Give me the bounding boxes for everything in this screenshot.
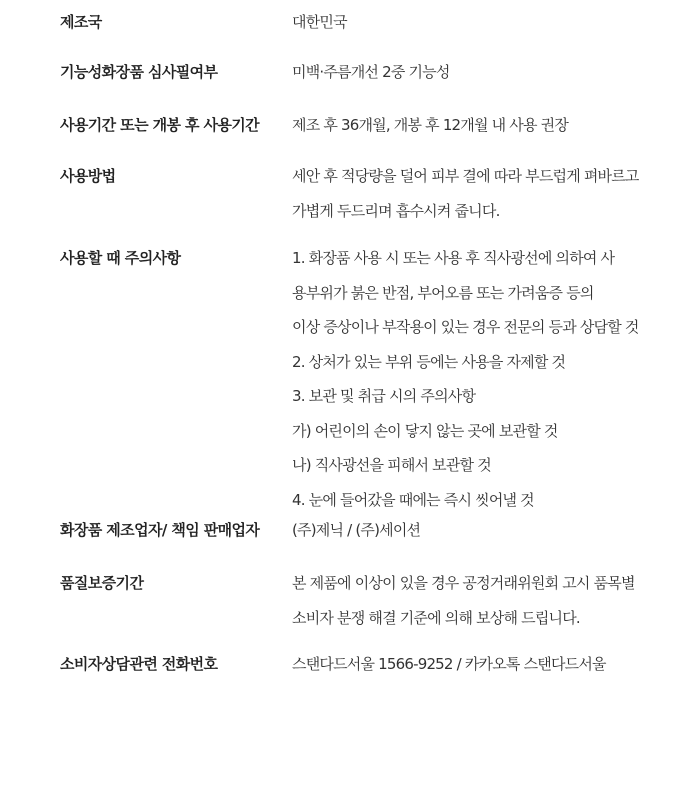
spec-value-line: (주)제닉 / (주)세이션 [292, 521, 421, 539]
spec-label: 제조국 [60, 13, 102, 31]
spec-label: 사용기간 또는 개봉 후 사용기간 [60, 116, 260, 134]
spec-value [292, 12, 692, 32]
spec-value-line: 대한민국 [292, 13, 347, 31]
spec-value [292, 654, 692, 674]
spec-value-line: 세안 후 적당량을 덜어 피부 결에 따라 부드럽게 펴바르고 [292, 167, 639, 185]
spec-value [292, 115, 692, 135]
spec-value-line: 용부위가 붉은 반점, 부어오름 또는 가려움증 등의 [292, 283, 594, 302]
spec-label: 화장품 제조업자/ 책임 판매업자 [60, 521, 260, 539]
spec-value-line: 3. 보관 및 취급 시의 주의사항 [292, 387, 476, 405]
spec-label: 기능성화장품 심사필여부 [60, 63, 218, 81]
spec-label: 소비자상담관련 전화번호 [60, 655, 218, 673]
spec-value-line: 가) 어린이의 손이 닿지 않는 곳에 보관할 것 [292, 421, 558, 440]
spec-value-line: 소비자 분쟁 해결 기준에 의해 보상해 드립니다. [292, 608, 580, 627]
spec-value [292, 159, 692, 228]
spec-value-line: 2. 상처가 있는 부위 등에는 사용을 자제할 것 [292, 352, 566, 371]
spec-value-line: 스탠다드서울 1566-9252 / 카카오톡 스탠다드서울 [292, 655, 606, 673]
spec-value [292, 62, 692, 82]
spec-label: 사용할 때 주의사항 [60, 249, 181, 267]
spec-value-line: 4. 눈에 들어갔을 때에는 즉시 씻어낼 것 [292, 490, 534, 509]
spec-value-line: 이상 증상이나 부작용이 있는 경우 전문의 등과 상담할 것 [292, 318, 639, 336]
spec-value-line: 가볍게 두드리며 흡수시켜 줍니다. [292, 201, 500, 220]
spec-value [292, 566, 692, 635]
spec-value-line: 1. 화장품 사용 시 또는 사용 후 직사광선에 의하여 사 [292, 249, 615, 267]
spec-value-line: 나) 직사광선을 피해서 보관할 것 [292, 456, 491, 474]
spec-value-line: 제조 후 36개월, 개봉 후 12개월 내 사용 권장 [292, 116, 569, 134]
spec-value [292, 241, 692, 517]
spec-value-line: 본 제품에 이상이 있을 경우 공정거래위원회 고시 품목별 [292, 574, 635, 592]
spec-label: 품질보증기간 [60, 574, 144, 592]
spec-label: 사용방법 [60, 167, 116, 185]
spec-value [292, 520, 692, 540]
spec-value-line: 미백·주름개선 2중 기능성 [292, 63, 450, 81]
